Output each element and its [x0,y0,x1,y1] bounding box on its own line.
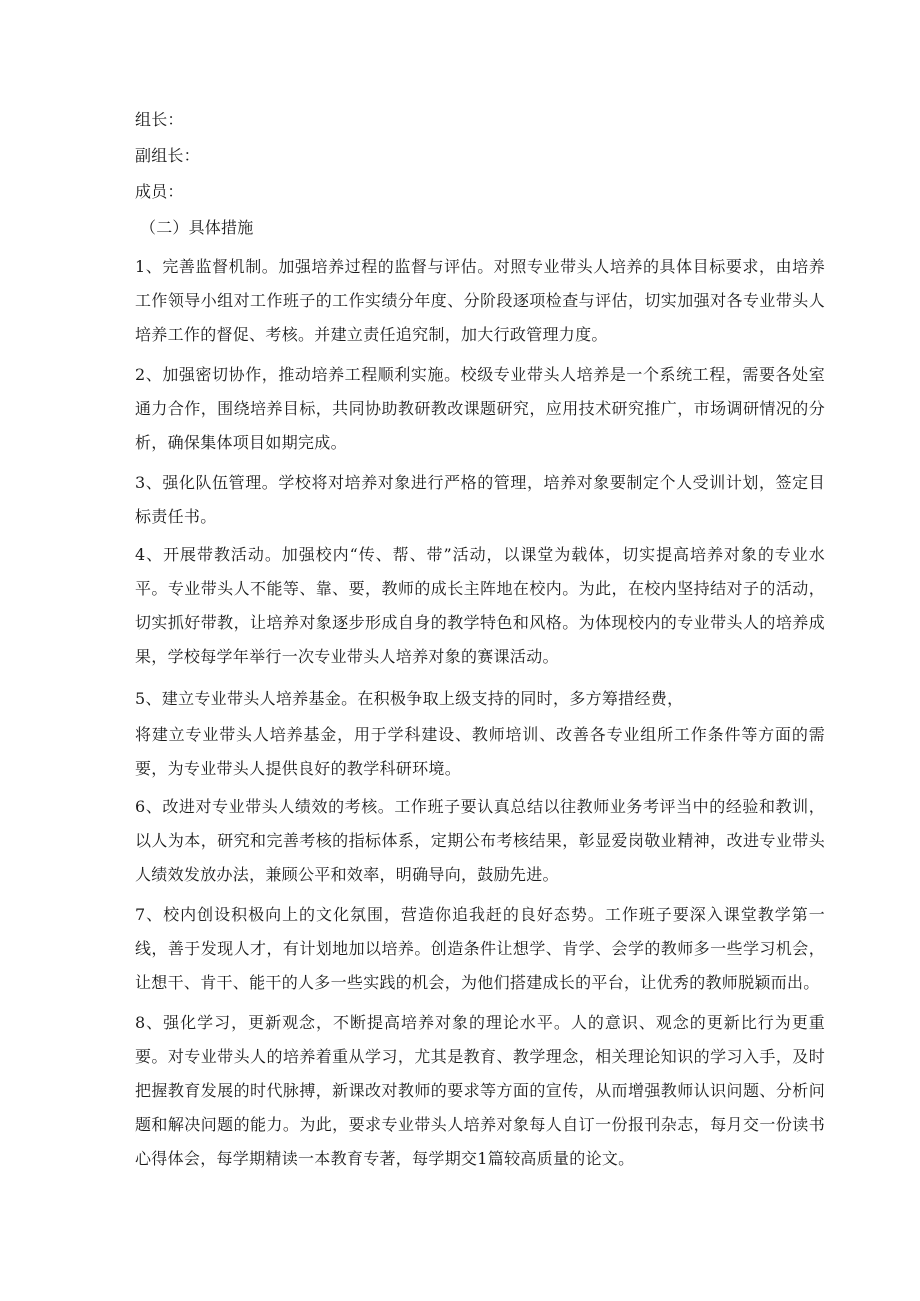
deputy-leader-label: 副组长： [135,146,200,165]
measure-text: 2、加强密切协作，推动培养工程顺利实施。校级专业带头人培养是一个系统工程，需要各处室通力合作，围绕培养目标，共同协助教研教改课题研究，应用技术研究推广，市场调研情况的分析，确保集体项目如期完成。 [135,365,825,452]
measure-6 [135,790,825,892]
measure-text: 1、完善监督机制。加强培养过程的监督与评估。对照专业带头人培养的具体目标要求，由培养工作领导小组对工作班子的工作实绩分年度、分阶段逐项检查与评估，切实加强对各专业带头人培养工作的督促、考核。并建立责任追究制，加大行政管理力度。 [135,257,825,344]
measure-text: 6、改进对专业带头人绩效的考核。工作班子要认真总结以往教师业务考评当中的经验和教训，以人为本，研究和完善考核的指标体系，定期公布考核结果，彰显爱岗敬业精神，改进专业带头人绩效发放办法，兼顾公平和效率，明确导向，鼓励先进。 [135,797,825,884]
measure-3 [135,466,825,534]
measure-5 [135,682,825,716]
measure-4 [135,538,825,674]
measure-8 [135,1006,825,1176]
section-heading: （二）具体措施 [140,218,254,237]
measure-2 [135,358,825,460]
measure-text: 7、校内创设积极向上的文化氛围，营造你追我赶的良好态势。工作班子要深入课堂教学第一线，善于发现人才，有计划地加以培养。创造条件让想学、肯学、会学的教师多一些学习机会，让想干、肯干、能干的人多一些实践的机会，为他们搭建成长的平台，让优秀的教师脱颖而出。 [135,905,825,992]
measure-5-continued [135,718,825,786]
measure-1 [135,250,825,352]
members-label: 成员： [135,182,184,201]
measure-text: 将建立专业带头人培养基金，用于学科建设、教师培训、改善各专业组所工作条件等方面的需要，为专业带头人提供良好的教学科研环境。 [135,725,825,778]
measure-text: 8、强化学习，更新观念，不断提高培养对象的理论水平。人的意识、观念的更新比行为更重要。对专业带头人的培养着重从学习，尤其是教育、教学理念，相关理论知识的学习入手，及时把握教育发展的时代脉搏，新课改对教师的要求等方面的宣传，从而增强教师认识问题、分析问题和解决问题的能力。为此，要求专业带头人培养对象每人自订一份报刊杂志，每月交一份读书心得体会，每学期精读一本教育专著，每学期交1篇较高质量的论文。 [135,1013,825,1168]
measure-text: 5、建立专业带头人培养基金。在积极争取上级支持的同时，多方筹措经费， [135,689,684,708]
measure-text: 4、开展带教活动。加强校内“传、帮、带”活动，以课堂为载体，切实提高培养对象的专业水平。专业带头人不能等、靠、要，教师的成长主阵地在校内。为此，在校内坚持结对子的活动，切实抓好带教，让培养对象逐步形成自身的教学特色和风格。为体现校内的专业带头人的培养成果，学校每学年举行一次专业带头人培养对象的赛课活动。 [135,545,825,666]
measure-text: 3、强化队伍管理。学校将对培养对象进行严格的管理，培养对象要制定个人受训计划，签定目标责任书。 [135,473,825,526]
leader-label: 组长： [135,110,184,129]
measure-7 [135,898,825,1000]
